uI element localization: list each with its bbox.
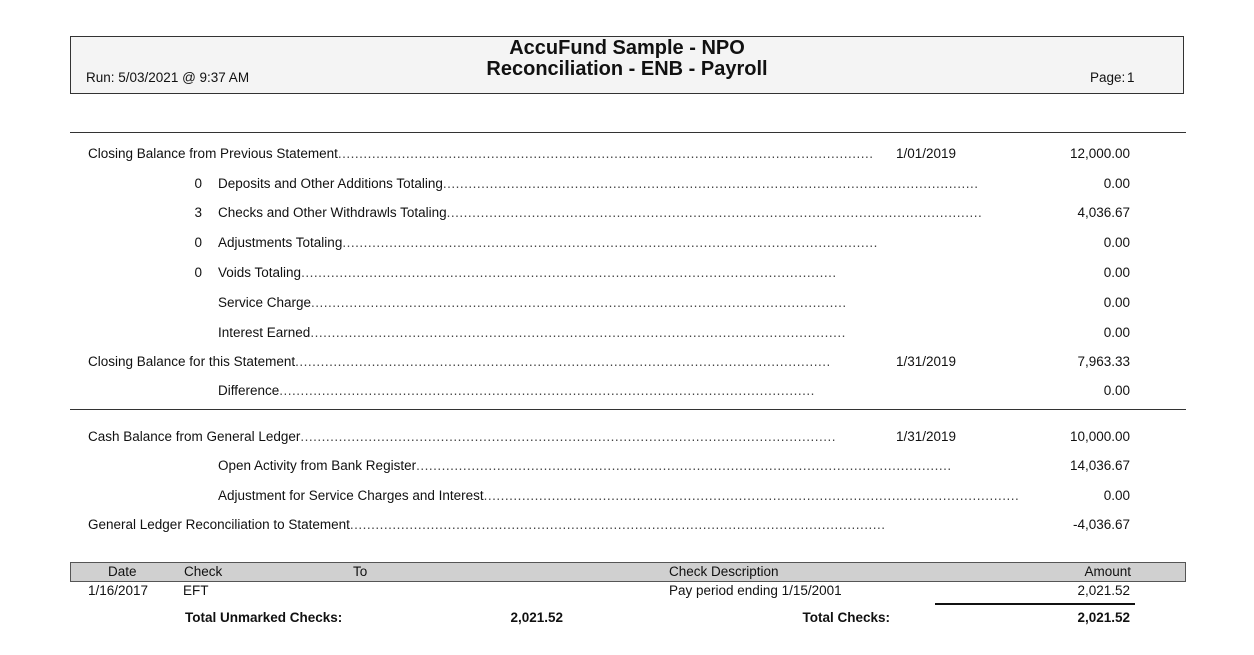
voids-label: Voids Totaling (218, 265, 302, 280)
leader-dots: .............................................................................................................................. (301, 265, 837, 280)
deposits-label: Deposits and Other Additions Totaling (218, 176, 443, 191)
closing-this-amount: 7,963.33 (1077, 354, 1130, 369)
leader-dots: .............................................................................................................................. (416, 458, 952, 473)
open-activity-amount: 14,036.67 (1069, 458, 1130, 473)
adjustments-amount: 0.00 (1103, 235, 1130, 250)
open-activity-row (218, 458, 952, 473)
cash-balance-label: Cash Balance from General Ledger (88, 429, 301, 444)
voids-row (218, 265, 837, 280)
checks-row (218, 205, 983, 220)
row-date: 1/16/2017 (88, 583, 149, 598)
closing-prev-amount: 12,000.00 (1069, 146, 1130, 161)
col-date: Date (108, 564, 137, 579)
difference-label: Difference (218, 383, 280, 398)
company-title: AccuFund Sample - NPO (509, 37, 745, 59)
leader-dots: .............................................................................................................................. (483, 488, 1020, 503)
adj-service-label: Adjustment for Service Charges and Interest (218, 488, 484, 503)
adjustments-label: Adjustments Totaling (218, 235, 343, 250)
interest-amount: 0.00 (1103, 325, 1130, 340)
deposits-count: 0 (194, 176, 202, 191)
service-charge-row (218, 295, 847, 310)
cash-balance-date: 1/31/2019 (895, 429, 956, 444)
gl-recon-amount: -4,036.67 (1072, 517, 1130, 532)
checks-amount: 4,036.67 (1077, 205, 1130, 220)
voids-amount: 0.00 (1103, 265, 1130, 280)
col-to: To (353, 564, 368, 579)
leader-dots: .............................................................................................................................. (446, 205, 983, 220)
closing-prev-date: 1/01/2019 (895, 146, 956, 161)
leader-dots: .............................................................................................................................. (442, 176, 979, 191)
adj-service-row (218, 488, 1020, 503)
open-activity-label: Open Activity from Bank Register (218, 458, 417, 473)
section-divider (70, 409, 1186, 410)
page-label: Page: (1090, 70, 1126, 85)
leader-dots: .............................................................................................................................. (300, 429, 836, 444)
closing-prev-row (88, 146, 874, 161)
service-charge-label: Service Charge (218, 295, 312, 310)
total-rule (935, 603, 1135, 605)
gl-recon-label: General Ledger Reconciliation to Statement (88, 517, 350, 532)
row-description: Pay period ending 1/15/2001 (669, 583, 842, 598)
deposits-amount: 0.00 (1103, 176, 1130, 191)
leader-dots: .............................................................................................................................. (337, 146, 874, 161)
difference-amount: 0.00 (1103, 383, 1130, 398)
closing-this-row (88, 354, 831, 369)
total-unmarked-value: 2,021.52 (510, 610, 563, 625)
col-amount: Amount (1084, 564, 1131, 579)
interest-row (218, 325, 846, 340)
checks-count: 3 (194, 205, 202, 220)
adj-service-amount: 0.00 (1103, 488, 1130, 503)
adjustments-count: 0 (194, 235, 202, 250)
cash-balance-amount: 10,000.00 (1069, 429, 1130, 444)
checks-table-header (70, 562, 1186, 582)
leader-dots: .............................................................................................................................. (279, 383, 815, 398)
checks-label: Checks and Other Withdrawls Totaling (218, 205, 447, 220)
leader-dots: .............................................................................................................................. (349, 517, 886, 532)
page-number: 1 (1127, 70, 1135, 85)
leader-dots: .............................................................................................................................. (295, 354, 831, 369)
closing-prev-label: Closing Balance from Previous Statement (88, 146, 338, 161)
closing-this-label: Closing Balance for this Statement (88, 354, 296, 369)
leader-dots: .............................................................................................................................. (310, 325, 846, 340)
total-checks-label: Total Checks: (802, 610, 890, 625)
section-divider (70, 132, 1186, 133)
col-description: Check Description (669, 564, 779, 579)
gl-recon-row (88, 517, 886, 532)
total-unmarked-label: Total Unmarked Checks: (185, 610, 343, 625)
leader-dots: .............................................................................................................................. (342, 235, 878, 250)
report-title: Reconciliation - ENB - Payroll (486, 58, 768, 80)
closing-this-date: 1/31/2019 (895, 354, 956, 369)
leader-dots: .............................................................................................................................. (311, 295, 847, 310)
row-amount: 2,021.52 (1077, 583, 1130, 598)
row-check: EFT (183, 583, 209, 598)
report-header (70, 36, 1184, 94)
run-info: Run: 5/03/2021 @ 9:37 AM (86, 70, 250, 85)
total-checks-value: 2,021.52 (1077, 610, 1130, 625)
cash-balance-row (88, 429, 836, 444)
col-check: Check (184, 564, 223, 579)
difference-row (218, 383, 815, 398)
deposits-row (218, 176, 979, 191)
adjustments-row (218, 235, 878, 250)
interest-label: Interest Earned (218, 325, 311, 340)
voids-count: 0 (194, 265, 202, 280)
service-charge-amount: 0.00 (1103, 295, 1130, 310)
